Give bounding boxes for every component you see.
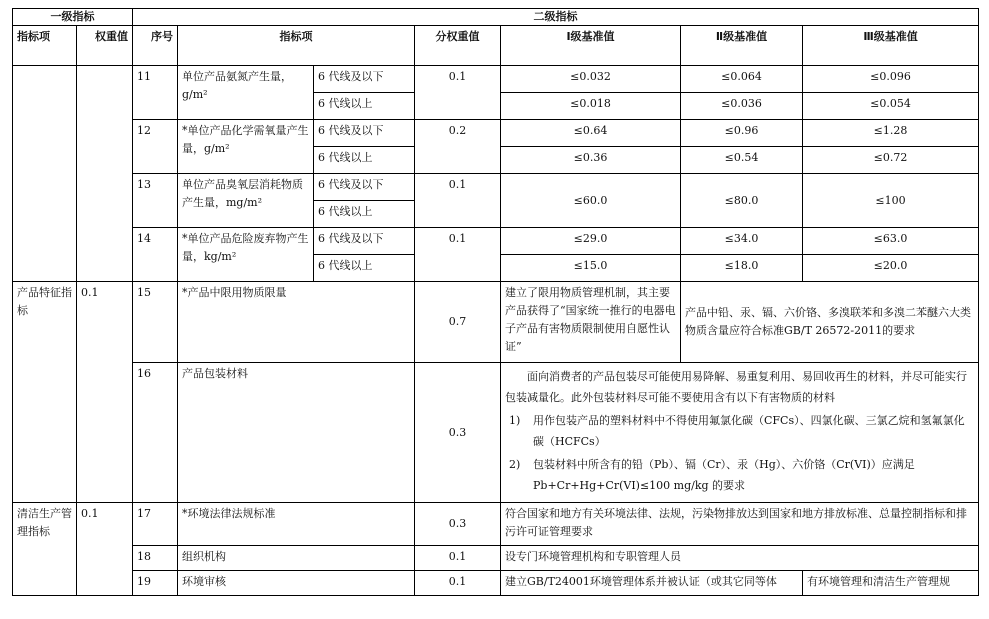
seq-cell: 14 <box>133 228 178 282</box>
table-row <box>13 363 979 503</box>
table-row <box>13 228 979 255</box>
seq-cell: 11 <box>133 66 178 120</box>
std-value: ≤0.64 <box>501 120 681 147</box>
std-value: ≤0.36 <box>501 147 681 174</box>
header-sub-weight: 分权重值 <box>415 26 501 66</box>
seq-cell: 18 <box>133 546 178 571</box>
table-row <box>13 503 979 546</box>
seq-cell: 15 <box>133 282 178 363</box>
table-row <box>13 66 979 93</box>
std-value: ≤0.54 <box>681 147 803 174</box>
sub-weight: 0.1 <box>415 66 501 120</box>
std-text: 建立了限用物质管理机制，其主要产品获得了“国家统一推行的电器电子产品有害物质限制使用自愿性认证” <box>501 282 681 363</box>
sub-weight: 0.1 <box>415 228 501 282</box>
indicator-name: *产品中限用物质限量 <box>178 282 415 363</box>
std-value: ≤34.0 <box>681 228 803 255</box>
std-text: 产品中铅、汞、镉、六价铬、多溴联苯和多溴二苯醚六大类物质含量应符合标准GB/T 26572-2011的要求 <box>681 282 979 363</box>
header-seq: 序号 <box>133 26 178 66</box>
indicator-name: 组织机构 <box>178 546 415 571</box>
seq-cell: 16 <box>133 363 178 503</box>
line-type: 6 代线以上 <box>314 255 415 282</box>
table-row <box>13 571 979 596</box>
header-sub-indicator: 指标项 <box>178 26 415 66</box>
std-value: ≤0.72 <box>803 147 979 174</box>
sub-weight: 0.2 <box>415 120 501 174</box>
seq-cell: 12 <box>133 120 178 174</box>
indicator-name: *单位产品化学需氧量产生量，g/m² <box>178 120 314 174</box>
list-text: 用作包装产品的塑料材料中不得使用氟氯化碳（CFCs）、四氯化碳、三氯乙烷和氢氟氯化碳（HCFCs） <box>533 414 965 448</box>
group-cell-empty <box>13 66 77 282</box>
sub-weight: 0.1 <box>415 174 501 228</box>
group-weight: 0.1 <box>77 503 133 596</box>
seq-cell: 13 <box>133 174 178 228</box>
group-weight-empty <box>77 66 133 282</box>
level2-header: 二级指标 <box>133 9 979 26</box>
table-row <box>13 282 979 363</box>
indicator-name: 环境审核 <box>178 571 415 596</box>
group-weight: 0.1 <box>77 282 133 503</box>
std-value: ≤0.018 <box>501 93 681 120</box>
std-text: 符合国家和地方有关环境法律、法规，污染物排放达到国家和地方排放标准、总量控制指标和排污许可证管理要求 <box>501 503 979 546</box>
std-value: ≤0.036 <box>681 93 803 120</box>
header-row-2 <box>13 26 979 66</box>
document-page <box>12 8 978 596</box>
line-type: 6 代线及以下 <box>314 174 415 201</box>
sub-weight: 0.3 <box>415 503 501 546</box>
std-value: ≤0.96 <box>681 120 803 147</box>
std-text: 有环境管理和清洁生产管理规 <box>803 571 979 596</box>
std-value: ≤80.0 <box>681 174 803 228</box>
list-number: 2) <box>509 458 521 471</box>
header-row-1 <box>13 9 979 26</box>
std-value: ≤0.064 <box>681 66 803 93</box>
std-value: ≤1.28 <box>803 120 979 147</box>
indicator-name: 产品包装材料 <box>178 363 415 503</box>
indicator-name: 单位产品臭氧层消耗物质产生量，mg/m² <box>178 174 314 228</box>
packaging-intro: 面向消费者的产品包装尽可能使用易降解、易重复利用、易回收再生的材料，并尽可能实行包装减量化。此外包装材料尽可能不要使用含有以下有害物质的材料 <box>505 370 967 404</box>
std-value: ≤15.0 <box>501 255 681 282</box>
list-item <box>505 410 974 452</box>
indicator-name: 单位产品氨氮产生量，g/m² <box>178 66 314 120</box>
level1-header: 一级指标 <box>13 9 133 26</box>
std-value: ≤18.0 <box>681 255 803 282</box>
std-text: 建立GB/T24001环境管理体系并被认证（或其它同等体 <box>501 571 803 596</box>
std-value: ≤0.096 <box>803 66 979 93</box>
line-type: 6 代线及以下 <box>314 120 415 147</box>
header-indicator-item: 指标项 <box>13 26 77 66</box>
line-type: 6 代线以上 <box>314 147 415 174</box>
header-std-level1: Ⅰ级基准值 <box>501 26 681 66</box>
std-text-block <box>501 363 979 503</box>
seq-cell: 17 <box>133 503 178 546</box>
indicator-table <box>12 8 979 596</box>
line-type: 6 代线以上 <box>314 93 415 120</box>
table-row <box>13 120 979 147</box>
list-number: 1) <box>509 414 521 427</box>
header-weight: 权重值 <box>77 26 133 66</box>
std-value: ≤0.054 <box>803 93 979 120</box>
header-std-level2: Ⅱ级基准值 <box>681 26 803 66</box>
std-value: ≤20.0 <box>803 255 979 282</box>
std-text: 设专门环境管理机构和专职管理人员 <box>501 546 979 571</box>
std-value: ≤29.0 <box>501 228 681 255</box>
std-value: ≤100 <box>803 174 979 228</box>
line-type: 6 代线以上 <box>314 201 415 228</box>
std-value: ≤0.032 <box>501 66 681 93</box>
line-type: 6 代线及以下 <box>314 66 415 93</box>
std-value: ≤60.0 <box>501 174 681 228</box>
indicator-name: *单位产品危险废弃物产生量，kg/m² <box>178 228 314 282</box>
table-row <box>13 546 979 571</box>
seq-cell: 19 <box>133 571 178 596</box>
header-std-level3: Ⅲ级基准值 <box>803 26 979 66</box>
std-value: ≤63.0 <box>803 228 979 255</box>
sub-weight: 0.7 <box>415 282 501 363</box>
list-text: 包装材料中所含有的铅（Pb）、镉（Cr）、汞（Hg）、六价铬（Cr(VI)）应满足 Pb+Cr+Hg+Cr(VI)≤100 mg/kg 的要求 <box>533 458 915 492</box>
sub-weight: 0.1 <box>415 546 501 571</box>
group-name: 清洁生产管理指标 <box>13 503 77 596</box>
table-row <box>13 174 979 201</box>
list-item <box>505 454 974 496</box>
sub-weight: 0.3 <box>415 363 501 503</box>
sub-weight: 0.1 <box>415 571 501 596</box>
indicator-name: *环境法律法规标准 <box>178 503 415 546</box>
line-type: 6 代线及以下 <box>314 228 415 255</box>
group-name: 产品特征指标 <box>13 282 77 503</box>
